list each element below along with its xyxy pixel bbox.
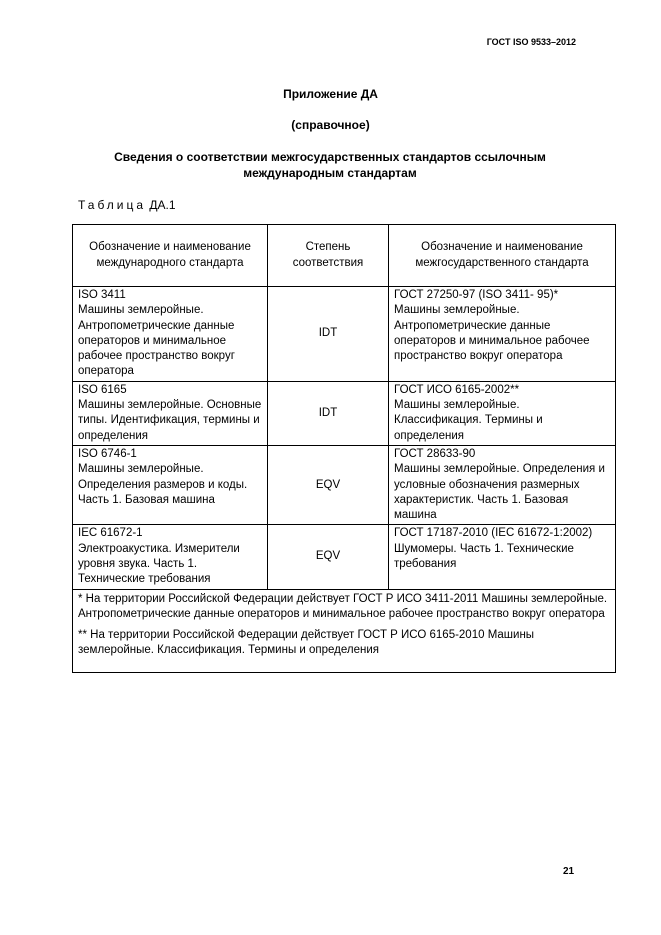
interstate-standard-cell: ГОСТ 27250-97 (ISO 3411- 95)* Машины землеройные. Антропометрические данные операторов и минимальное рабочее пространство вокруг оператора: [389, 287, 616, 382]
table-row: [73, 287, 616, 382]
column-header-international: Обозначение и наименование международного стандарта: [73, 225, 268, 287]
appendix-heading: Сведения о соответствии межгосударственных стандартов ссылочным международным стандартам: [114, 150, 546, 180]
table-row: [73, 381, 616, 445]
degree-cell: IDT: [268, 381, 389, 445]
international-standard-cell: ISO 3411 Машины землеройные. Антропометрические данные операторов и минимальное рабочее пространство вокруг оператора: [73, 287, 268, 382]
column-header-degree: Степень соответствия: [268, 225, 389, 287]
column-header-interstate: Обозначение и наименование межгосударственного стандарта: [389, 225, 616, 287]
appendix-subtitle: (справочное): [291, 118, 370, 132]
interstate-standard-cell: ГОСТ 28633-90 Машины землеройные. Определения и условные обозначения размерных характеристик. Часть 1. Базовая машина: [389, 445, 616, 524]
table-caption: [78, 198, 176, 212]
table-notes-row: [73, 589, 616, 672]
appendix-title: Приложение ДА: [283, 87, 378, 101]
table-row: [73, 445, 616, 524]
table-header-row: [73, 225, 616, 287]
page-number: 21: [563, 866, 575, 877]
table-row: [73, 525, 616, 589]
footnote-2: ** На территории Российской Федерации действует ГОСТ Р ИСО 6165-2010 Машины землеройные. Классификация. Термины и определения: [78, 628, 535, 656]
interstate-standard-cell: ГОСТ ИСО 6165-2002** Машины землеройные. Классификация. Термины и определения: [389, 381, 616, 445]
international-standard-cell: ISO 6165 Машины землеройные. Основные типы. Идентификация, термины и определения: [73, 381, 268, 445]
table-caption-word: Таблица: [78, 198, 147, 212]
standards-correspondence-table: [72, 224, 616, 673]
international-standard-cell: IEC 61672-1 Электроакустика. Измерители уровня звука. Часть 1. Технические требования: [73, 525, 268, 589]
table-notes: [73, 589, 616, 672]
document-code-header: ГОСТ ISO 9533–2012: [486, 37, 576, 47]
footnote-1: * На территории Российской Федерации действует ГОСТ Р ИСО 3411-2011 Машины землеройные. Антропометрические данные операторов и минимальное рабочее пространство вокруг оператора: [78, 592, 608, 620]
table-caption-number: ДА.1: [149, 198, 176, 212]
interstate-standard-cell: ГОСТ 17187-2010 (IEC 61672-1:2002) Шумомеры. Часть 1. Технические требования: [389, 525, 616, 589]
degree-cell: IDT: [268, 287, 389, 382]
international-standard-cell: ISO 6746-1 Машины землеройные. Определения размеров и коды. Часть 1. Базовая машина: [73, 445, 268, 524]
degree-cell: EQV: [268, 445, 389, 524]
degree-cell: EQV: [268, 525, 389, 589]
